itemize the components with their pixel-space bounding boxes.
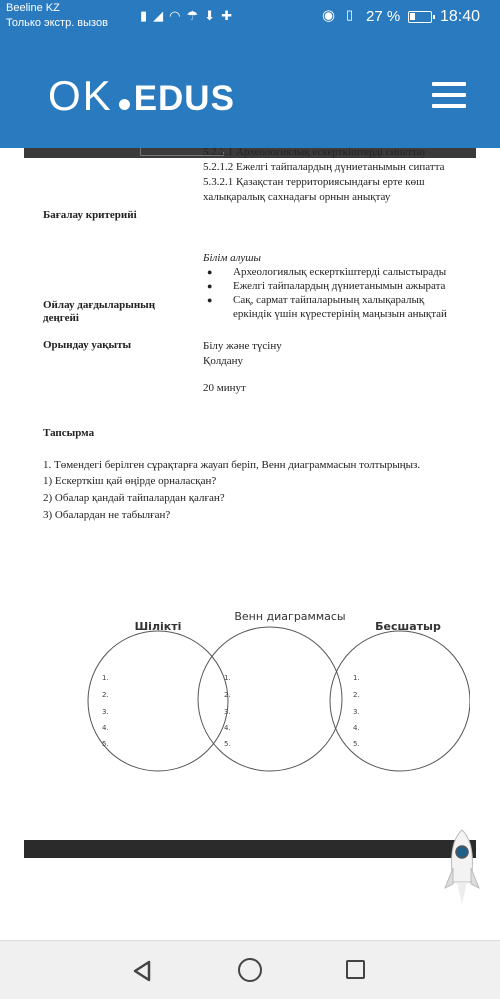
venn-diagram <box>70 606 470 776</box>
venn-right-circle <box>330 631 470 771</box>
vibrate-icon: ▯ <box>346 7 354 22</box>
notification-icons <box>140 8 238 24</box>
criteria-bullet-3: Сақ, сармат тайпаларының халықаралық <box>233 294 425 306</box>
venn-title: Венн диаграммасы <box>234 610 346 623</box>
criteria-bullet-4: еркіндік үшін күрестерінің маңызын анықтай <box>233 308 447 320</box>
criteria-bullet-2: Ежелгі тайпалардың дүниетанымын ажырата <box>233 280 446 292</box>
battery-percent: 27 % <box>366 8 401 25</box>
venn-right-num-1: 1. <box>353 674 360 682</box>
venn-right-num-2: 2. <box>353 691 360 699</box>
venn-middle-circle <box>198 627 342 771</box>
wifi-icon: ◠ <box>169 8 187 23</box>
back-triangle-icon[interactable] <box>130 959 154 983</box>
time-value: 20 минут <box>203 382 246 394</box>
venn-left-num-2: 2. <box>102 691 109 699</box>
venn-left-label: Шілікті <box>134 620 182 633</box>
thinking-level-1: Білу және түсіну <box>203 340 282 352</box>
battery-fill <box>410 13 415 20</box>
criteria-label: Бағалау критерийі <box>43 209 137 221</box>
bullet: ● <box>207 267 213 277</box>
objective-4: халықаралық сахнадағы орнын анықтау <box>203 191 391 203</box>
venn-left-num-5: 5. <box>102 740 109 748</box>
venn-mid-num-5: 5. <box>224 740 231 748</box>
thinking-level-2: Қолдану <box>203 355 244 367</box>
question-2: 2) Обалар қандай тайпалардан қалған? <box>43 492 225 504</box>
home-circle-icon[interactable] <box>238 958 262 982</box>
app-header <box>0 34 500 148</box>
venn-mid-num-2: 2. <box>224 691 231 699</box>
gamepad-icon: ✚ <box>221 8 238 23</box>
umbrella-icon: ☂ <box>186 8 205 23</box>
bullet: ● <box>207 281 213 291</box>
question-1: 1) Ескерткіш қай өңірде орналасқан? <box>43 475 217 487</box>
document-image <box>0 148 500 940</box>
venn-right-num-4: 4. <box>353 724 360 732</box>
venn-left-num-3: 3. <box>102 708 109 716</box>
objective-2: 5.2.1.2 Ежелгі тайпалардың дүниетанымын сипатта <box>203 161 445 173</box>
thinking-label-line2: деңгейі <box>43 312 79 324</box>
site-logo[interactable] <box>48 72 235 120</box>
task-instruction: 1. Төмендегі берілген сұрақтарға жауап беріп, Венн диаграммасын толтырыңыз. <box>43 459 421 471</box>
signal-icon: ◢ <box>153 8 170 23</box>
objective-1: 5.2.2.1 Археологиялық ескерткіштерді сипаттау <box>203 148 427 158</box>
hamburger-icon[interactable] <box>432 82 466 108</box>
venn-mid-num-3: 3. <box>224 708 231 716</box>
document-bottom-strip <box>24 840 476 858</box>
download-icon: ⬇ <box>204 8 222 23</box>
recents-square-icon[interactable] <box>346 960 365 979</box>
battery-icon <box>408 11 432 23</box>
objective-3: 5.3.2.1 Қазақстан территориясындағы ерте көш <box>203 176 425 188</box>
venn-right-num-3: 3. <box>353 708 360 716</box>
venn-left-num-4: 4. <box>102 724 109 732</box>
venn-right-label: Бесшатыр <box>375 620 441 633</box>
thinking-label-line1: Ойлау дағдыларының <box>43 299 156 311</box>
carrier-status: Только экстр. вызов <box>6 17 108 29</box>
carrier-name: Beeline KZ <box>6 2 60 14</box>
eye-icon: ◉ <box>322 7 336 24</box>
clock: 18:40 <box>440 8 481 25</box>
logo-dot <box>119 99 130 110</box>
venn-mid-num-4: 4. <box>224 724 231 732</box>
task-title: Тапсырма <box>43 427 95 439</box>
sim-icon: ▮ <box>140 8 154 23</box>
logo-ok-text: OK <box>48 72 113 119</box>
question-3: 3) Обалардан не табылған? <box>43 509 171 521</box>
venn-mid-num-1: 1. <box>224 674 231 682</box>
rocket-icon[interactable] <box>440 824 484 914</box>
criteria-bullet-1: Археологиялық ескерткіштерді салыстырады <box>233 266 447 278</box>
status-bar <box>0 0 500 34</box>
learner-label: Білім алушы <box>203 252 261 264</box>
venn-left-circle <box>88 631 228 771</box>
system-nav-bar <box>0 940 500 999</box>
venn-left-num-1: 1. <box>102 674 109 682</box>
bullet: ● <box>207 295 213 305</box>
venn-right-num-5: 5. <box>353 740 360 748</box>
logo-edus-text: EDUS <box>133 79 235 118</box>
time-label: Орындау уақыты <box>43 339 132 351</box>
